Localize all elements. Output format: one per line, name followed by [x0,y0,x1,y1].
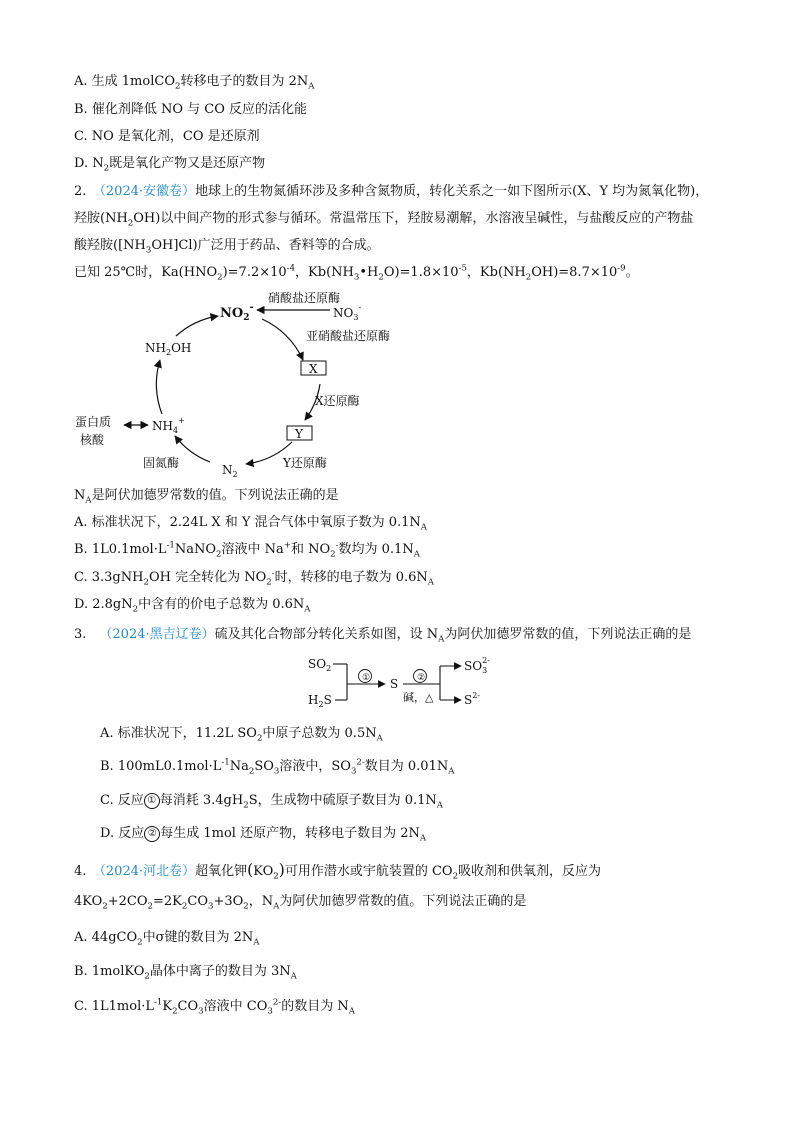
label-y: Y [295,427,303,441]
subscript: 2 [181,901,188,912]
subscript: A [376,733,383,744]
subscript: 3 [353,272,360,283]
step-1-label: ① [362,673,371,683]
subscript: 3 [145,245,152,256]
text-run: 吸收剂和供氧剂，反应为 [458,864,602,879]
subscript: 2 [243,901,249,912]
text-run: 中含有的价电子总数为 0.6N [138,597,305,612]
subscript: 3 [273,766,280,777]
q3-option-b [100,758,454,776]
q4-stem-line-2 [74,893,526,911]
q3-option-c [100,792,443,810]
text-run: A. 标准状况下，2.24L X 和 Y 混合气体中氧原子数为 0.1N [74,515,421,530]
text-run: OH 完全转化为 NO [148,570,267,585]
superscript: -5 [458,263,467,274]
subscript: A [448,766,455,777]
subscript: A [85,495,92,506]
arc-no2-to-x [262,319,303,360]
subscript: A [436,800,443,811]
text-run: 转移电子的数目为 2N [180,74,309,89]
source-tag: （2024·黑吉辽卷） [99,627,215,642]
sulfur-conversion-scheme [0,652,794,712]
text-run: 数目为 0.01N [364,759,449,774]
text-run: 2. [74,184,87,199]
subscript: A [420,522,427,533]
text-run: +2CO [107,894,148,909]
superscript: -1 [154,997,163,1008]
q1-option-d [74,155,265,173]
text-run: 羟胺(NH [74,211,128,226]
superscript: -1 [221,757,230,768]
label-x-reductase: X还原酶 [315,394,360,408]
text-run: 的数目为 N [281,999,349,1014]
superscript: 2- [272,997,282,1008]
source-tag: （2024·河北卷） [92,864,196,879]
text-run: N [74,488,86,503]
text-run: 中原子总数为 0.5N [262,726,377,741]
text-run: C. 1L1mol·L [74,999,154,1014]
subscript: 2 [217,272,223,283]
text-run: 既是氧化产物又是还原产物 [109,156,266,171]
subscript: A [304,604,311,615]
text-run: OH]Cl)广泛用于药品、香料等的合成。 [151,238,380,253]
subscript: 2 [243,800,249,811]
q2-option-b [74,541,420,559]
text-run: O)=1.8×10 [383,265,459,280]
label-s: S [390,677,399,691]
superscript: 2- [356,757,365,768]
q4-stem-line-1 [74,861,601,881]
text-run: A. 44gCO [74,930,138,945]
text-run: B. 1L0.1mol·L [74,542,167,557]
subscript: 2 [144,971,150,982]
text-run: =2K [153,894,182,909]
label-no2: $NO_2^-$ [220,302,254,323]
q2-stem-line-1 [74,183,708,201]
text-run: A. 生成 1molCO [74,74,175,89]
subscript: A [413,549,420,560]
text-run: CO [187,894,208,909]
subscript: 2 [174,81,181,92]
superscript: -4 [286,263,296,274]
subscript: 2 [273,871,279,882]
subscript: A [348,1006,355,1017]
q1-option-b [74,101,307,119]
subscript: 2 [525,272,532,283]
text-run: D. N [74,156,104,171]
subscript: 2 [216,549,222,560]
text-run: 溶液中 CO [203,999,268,1014]
text-run: 4KO [74,894,103,909]
step-marker: ② [144,826,160,842]
text-run: ，Kb(NH [295,265,354,280]
q3-option-d [100,825,426,843]
subscript: 2 [103,163,110,174]
q1-option-a [74,73,314,91]
text-run: OH)以中间产物的形式参与循环。常温常压下，羟胺易潮解，水溶液呈碱性，与盐酸反应的产物盐 [133,211,694,226]
text-run: •H [359,265,379,280]
text-run: B. 1molKO [74,964,145,979]
big-paren: ) [278,861,285,879]
subscript: 2 [266,577,272,588]
text-run: C. NO 是氧化剂，CO 是还原剂 [74,129,260,144]
text-run: 是阿伏加德罗常数的值。下列说法正确的是 [91,488,339,503]
text-run: 溶液中，SO [279,759,351,774]
text-run: 每生成 1mol 还原产物，转移电子数目为 2N [160,826,420,841]
subscript: 2 [330,549,336,560]
label-so3-2minus: $SO_32-$ [464,656,490,675]
q3-stem [74,626,691,644]
text-run: )=7.2×10 [222,265,287,280]
text-run: 时，转移的电子数为 0.6N [274,570,428,585]
label-nucleic-acid: 核酸 [80,433,105,447]
superscript: -1 [166,540,175,551]
big-paren: ( [247,861,254,879]
q3-option-a [100,725,383,743]
condition-label: 碱，△ [403,691,434,704]
label-nitrate-reductase: 硝酸盐还原酶 [268,291,341,305]
subscript: 3 [267,1006,273,1017]
q4-option-b [74,963,297,981]
label-protein: 蛋白质 [75,415,112,429]
text-run: K [162,999,173,1014]
superscript: + [283,540,291,551]
q4-option-c [74,998,355,1016]
label-h2s: $H_2S$ [308,693,332,709]
subscript: A [290,971,297,982]
subscript: 2 [172,1006,178,1017]
arc-n2-to-nh4 [175,436,210,462]
label-nh2oh: $NH_2OH$ [145,341,192,357]
text-run: 晶体中离子的数目为 3N [149,964,291,979]
label-n2: $N_2$ [222,463,238,479]
label-y-reductase: Y还原酶 [283,456,327,470]
subscript: 2 [256,733,263,744]
source-tag: （2024·安徽卷） [92,184,196,199]
q4-option-a [74,929,259,947]
subscript: 3 [198,1006,204,1017]
text-run: 数均为 0.1N [338,542,414,557]
subscript: 2 [127,218,134,229]
text-run: NaNO [174,542,217,557]
text-run: S，生成物中硫原子数目为 0.1N [248,793,437,808]
superscript: -9 [617,263,626,274]
subscript: 2 [452,871,459,882]
text-run: Na [229,759,249,774]
subscript: 3 [207,901,214,912]
text-run: B. 100mL0.1mol·L [100,759,222,774]
label-so2: $SO_2$ [308,657,332,673]
text-run: CO [177,999,199,1014]
label-x: X [309,362,318,376]
text-run: B. 催化剂降低 NO 与 CO 反应的活化能 [74,102,307,117]
text-run: OH)=8.7×10 [531,265,618,280]
q2-option-c [74,569,434,587]
q2-stem-line-2 [74,210,693,228]
subscript: 2 [137,937,143,948]
label-nh4: $NH_4^+$ [152,416,185,435]
arc-nh2oh-to-no2 [176,316,218,336]
text-run: 为阿伏加德罗常数的值，下列说法正确的是 [444,627,692,642]
subscript: A [427,577,434,588]
text-run: +3O [213,894,244,909]
subscript: 3 [350,766,357,777]
label-s-2minus: $S^{2-}$ [464,691,481,707]
step-marker: ① [144,793,160,809]
q2-option-a [74,514,427,532]
subscript: 2 [102,901,108,912]
superscript: - [271,568,275,579]
text-run: 地球上的生物氮循环涉及多种含氮物质，转化关系之一如下图所示(X、Y 均为氮氧化物)， [195,184,709,199]
subscript: A [273,901,280,912]
subscript: A [419,833,427,844]
text-run: 超氧化钾 [195,864,248,879]
text-run: 3. [74,627,87,642]
subscript: A [308,81,315,92]
q2-question-stem [74,487,339,505]
q2-option-d [74,596,310,614]
text-run: 已知 25℃时，Ka(HNO [74,265,218,280]
label-nitrite-reductase: 亚硝酸盐还原酶 [306,329,391,343]
nitrogen-cycle-diagram [0,280,794,480]
q1-option-c [74,128,260,146]
text-run: 每消耗 3.4gH [159,793,244,808]
text-run: D. 反应 [100,826,145,841]
text-run: 4. [74,864,87,879]
subscript: 2 [248,766,255,777]
text-run: ，N [248,894,274,909]
text-run: A. 标准状况下，11.2L SO [100,726,257,741]
text-run: 硫及其化合物部分转化关系如图，设 N [214,627,439,642]
text-run: C. 反应 [100,793,144,808]
text-run: KO [253,864,274,879]
subscript: A [438,634,445,645]
text-run: C. 3.3gNH [74,570,144,585]
text-run: SO [254,759,274,774]
subscript: A [253,937,260,948]
text-run: 为阿伏加德罗常数的值。下列说法正确的是 [279,894,527,909]
text-run: 和 NO [290,542,331,557]
superscript: - [335,540,339,551]
subscript: 2 [378,272,384,283]
text-run: 中σ键的数目为 2N [142,930,254,945]
text-run: 溶液中 Na [221,542,284,557]
text-run: 。 [625,265,639,280]
subscript: 2 [143,577,149,588]
text-run: 可用作潜水或宇航装置的 CO [284,864,453,879]
text-run: 酸羟胺([NH [74,238,146,253]
text-run: ，Kb(NH [466,265,526,280]
subscript: 2 [132,604,139,615]
arc-nh4-to-nh2oh [156,360,162,414]
text-run: D. 2.8gN [74,597,133,612]
label-no3: $NO_3^-$ [333,303,362,322]
text-run [86,627,99,642]
subscript: 2 [147,901,154,912]
label-nitrogenase: 固氮酶 [143,456,180,470]
q2-stem-line-3 [74,237,380,255]
step-2-label: ② [417,673,426,683]
